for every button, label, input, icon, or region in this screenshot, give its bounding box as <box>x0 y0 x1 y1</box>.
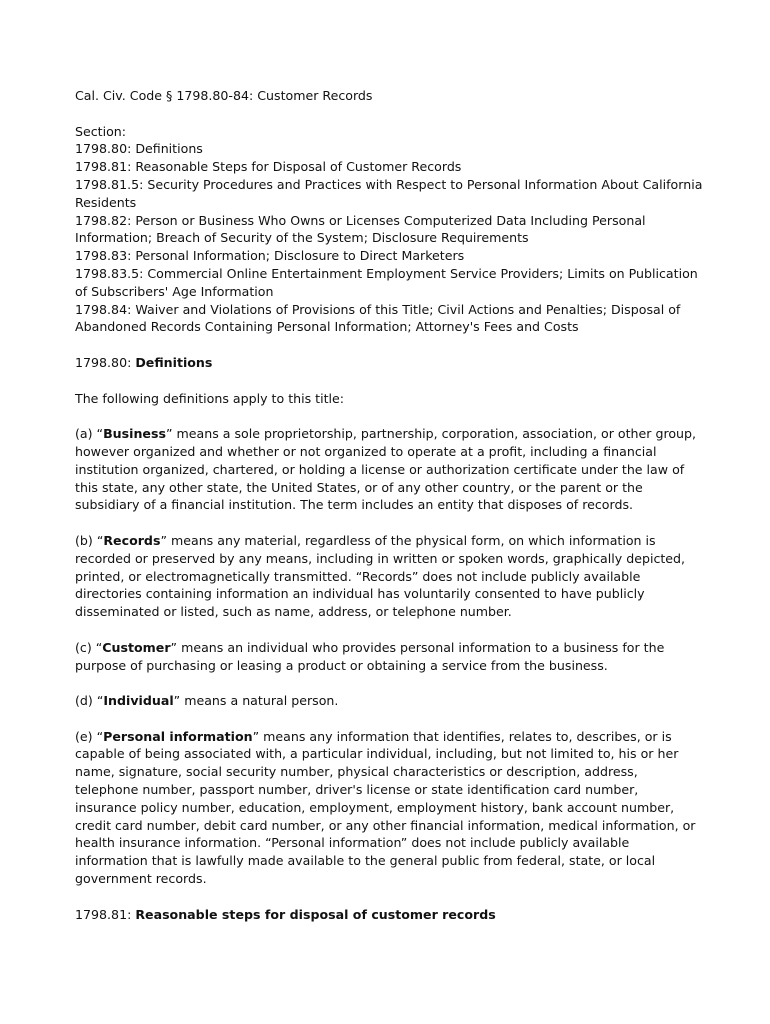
section-list-heading: Section: <box>75 123 127 139</box>
section-list-item: 1798.83: Personal Information; Disclosure to Direct Marketers <box>75 248 465 264</box>
definition-term: Personal information <box>103 728 253 744</box>
section-heading-1798-81 <box>75 906 703 924</box>
definition-term: Business <box>103 426 166 442</box>
definition-term: Records <box>103 532 161 548</box>
document-title: Cal. Civ. Code § 1798.80-84: Customer Records <box>75 88 373 103</box>
definition-individual <box>75 692 703 710</box>
section-list-item: 1798.84: Waiver and Violations of Provisions of this Title; Civil Actions and Penalties; Disposal of Abandoned Records Containing Personal Information; Attorney's Fees and Costs <box>75 301 681 335</box>
definition-business <box>75 425 703 514</box>
definition-prefix: (c) “ <box>75 639 103 655</box>
definition-text: ” means a sole proprietorship, partnership, corporation, association, or other group, however organized and whether or not organized to operate at a profit, including a financial institution organized, chartered, or holding a license or authorization certificate under the law of this state, any other state, the United States, or of any other country, or the parent or the subsidiary of a financial institution. The term includes an entity that disposes of records. <box>75 426 697 513</box>
definitions-intro: The following definitions apply to this title: <box>75 390 345 406</box>
definition-term: Individual <box>103 693 174 709</box>
definition-prefix: (e) “ <box>75 728 104 744</box>
section-list-item: 1798.82: Person or Business Who Owns or Licenses Computerized Data Including Personal Information; Breach of Security of the System; Disclosure Requirements <box>75 212 646 246</box>
section-number: 1798.81: <box>75 906 136 922</box>
section-title: Definitions <box>135 354 213 370</box>
definition-prefix: (d) “ <box>75 693 104 709</box>
definition-records <box>75 532 703 621</box>
definition-prefix: (b) “ <box>75 532 104 548</box>
section-list-item: 1798.81.5: Security Procedures and Practices with Respect to Personal Information About California Residents <box>75 176 703 210</box>
section-heading-1798-80 <box>75 354 703 372</box>
definition-text: ” means any material, regardless of the physical form, on which information is recorded or preserved by any means, including in written or spoken words, graphically depicted, printed, or electromagnetically transmitted. “Records” does not include publicly available directories containing information an individual has voluntarily consented to have publicly disseminated or listed, such as name, address, or telephone number. <box>75 532 686 620</box>
section-list-item: 1798.80: Definitions <box>75 141 203 157</box>
definition-text: ” means any information that identifies, relates to, describes, or is capable of being associated with, a particular individual, including, but not limited to, his or her name, signature, social security number, physical characteristics or description, address, telephone number, passport number, driver's license or state identification card number, insurance policy number, education, employment, employment history, bank account number, credit card number, debit card number, or any other financial information, medical information, or health insurance information. “Personal information” does not include publicly available information that is lawfully made available to the general public from federal, state, or local government records. <box>75 728 696 887</box>
section-list-item: 1798.83.5: Commercial Online Entertainment Employment Service Providers; Limits on Publication of Subscribers' Age Information <box>75 265 698 299</box>
definition-prefix: (a) “ <box>75 426 104 442</box>
section-list <box>75 123 703 337</box>
definition-customer <box>75 639 703 675</box>
definition-term: Customer <box>102 639 171 655</box>
definition-text: ” means an individual who provides personal information to a business for the purpose of purchasing or leasing a product or obtaining a service from the business. <box>75 639 665 673</box>
definition-text: ” means a natural person. <box>173 693 339 709</box>
document-body <box>75 87 703 941</box>
definition-personal-information <box>75 728 703 888</box>
section-number: 1798.80: <box>75 354 136 370</box>
section-list-item: 1798.81: Reasonable Steps for Disposal of Customer Records <box>75 159 462 175</box>
section-title: Reasonable steps for disposal of customer records <box>135 906 496 922</box>
